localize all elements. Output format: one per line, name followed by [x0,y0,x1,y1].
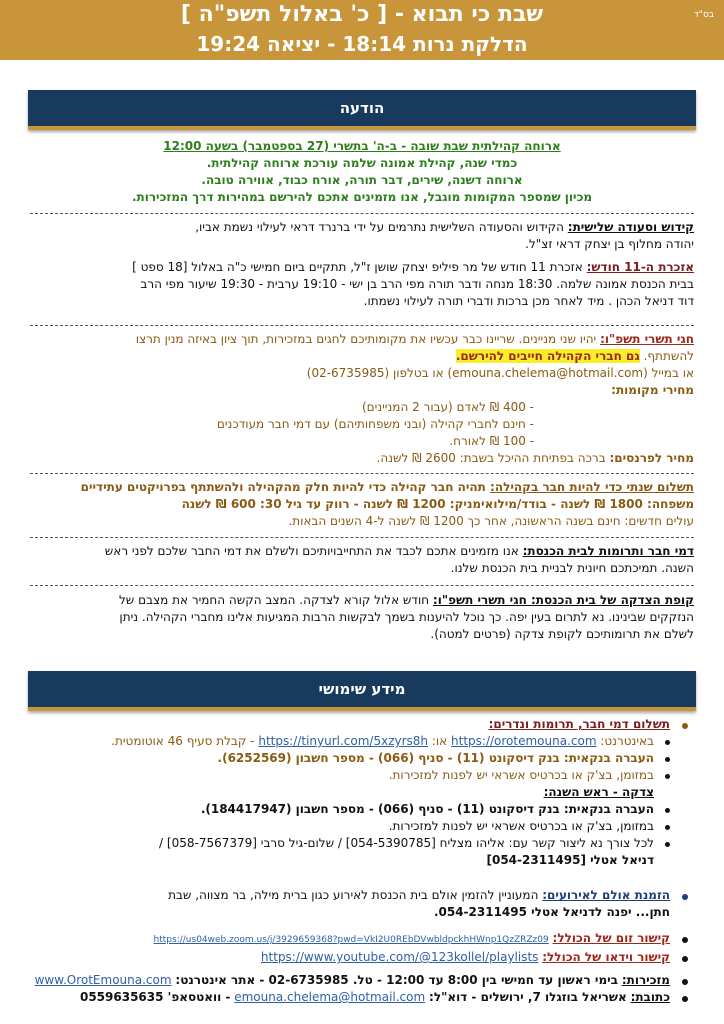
zoom-link[interactable]: https://us04web.zoom.us/j/3929659368?pwd=VkI2U0REbDVwbldpckhHWnp1QzZRZz09 [153,935,549,945]
list-item [30,930,694,949]
address-text: אשריאל בוזגלו 7, ירושלים - דוא"ל: [429,990,627,1004]
kiddush-label: קידוש וסעודה שלישית: [567,220,694,234]
membership-new-immigrants: עולים חדשים: חינם בשנה הראשונה, אחר כך 1200 ₪ לשנה ל-4 השנים הבאות. [288,514,694,528]
membership-title: תשלום שנתי כדי להיות חבר בקהילה: [490,480,694,494]
list-item [30,767,694,784]
internet-rest: - קבלת סעיף 46 אוטומטית. [111,734,255,748]
website-link[interactable]: www.OrotEmouna.com [34,973,172,987]
office-text: בימי ראשון עד חמישי בין 8:00 עד 12:00 - טל. 02-6735985 - אתר אינטרנט: [175,973,618,987]
or-label: או: [431,734,448,748]
dues-text: אנו מזמינים אתכם לכבד את התחייבויותיכם ולשלם את דמי החבר שלכם לפני ראש [104,544,519,558]
list-item [30,801,694,818]
candle-times: הדלקת נרות 18:14 - יציאה 19:24 [196,32,528,56]
contact-section [30,972,694,1006]
payments-section [30,716,694,869]
memorial-line-3: דוד דניאל הכהן . מיד לאחר מכן ברכות ודברי תורה לעילוי נשמתו. [363,294,694,308]
seat-price-2: - חינם לחברי קהילה (ובני משפחותיהם) עם דמי חבר מעודכנים [216,417,534,431]
youtube-link[interactable]: https://www.youtube.com/@123kollel/playlists [260,950,539,964]
memorial-label: אזכרת ה-11 חודש: [586,260,694,274]
dues-label: דמי חבר ותרומות לבית הכנסת: [522,544,694,558]
charity-text: חודש אלול קורא לצדקה. המצב הקשה החמיר את מצבם של [118,593,430,607]
office-label: מזכירות: [621,973,670,987]
list-item [30,750,694,767]
charity-line-2: הנזקקים שבינינו. נא לתרום בעין יפה. כך נוכל להיענות בשמך לבקשות הרבות המגיעות אלינו מחברי הקהילה. ניתן [119,610,694,624]
holidays-section [30,331,694,467]
charity-label: קופת הצדקה של בית הכנסת: חגי תשרי תשפ"ו: [432,593,694,607]
list-item [30,835,694,852]
list-item [30,904,694,921]
bank-transfer: העברה בנקאית: בנק דיסקונט (11) - סניף (066) - מספר חשבון (6252569). [217,751,654,765]
payments-title: תשלום דמי חבר, תרומות ונדרים: [488,717,670,731]
sponsors-label: מחיר לפרנסים: [609,451,694,465]
list-item [30,852,694,869]
divider [30,325,694,326]
membership-title-rest: תהיה חבר קהילה כדי להיות חלק מהקהילה ולהשתתף בפרויקטים עתידיים [80,480,486,494]
tzedaka-title: צדקה - ראש השנה: [543,785,654,799]
divider [30,213,694,214]
notice-banner: הודעה [28,90,696,130]
bsd-mark: בס"ד [693,10,714,20]
address-label: כתובת: [630,990,670,1004]
meal-title: ארוחה קהילתית שבת שובה - ב-ה' בתשרי (27 בספטמבר) בשעה 12:00 [163,139,561,153]
holidays-text: יהיו שני מניינים. שריינו כבר עכשיו את מקומותיכם לחגים במזכירות, תוך ציון באיזה מנין תרצו [135,332,597,346]
meal-line-3: ארוחה דשנה, שירים, דבר תורה, אורח כבוד, אווירה טובה. [201,173,523,187]
list-item [30,949,694,966]
tzedaka-bank: העברה בנקאית: בנק דיסקונט (11) - סניף (066) - מספר חשבון (184417947). [200,802,654,816]
divider [30,585,694,586]
community-meal-section [30,138,694,206]
hall-text: המעוניין להזמין אולם בית הכנסת לאירוע כגון ברית מילה, בר מצווה, שבת [168,888,539,902]
charity-section [30,592,694,643]
must-register-highlight: גם חברי הקהילה חייבים להירשם. [455,349,640,363]
list-item [30,818,694,835]
seat-price-1: - 400 ₪ לאדם (עבור 2 המניינים) [361,400,534,414]
dues-section [30,543,694,577]
hall-line-2: חתן... יפנה לדניאל אטלי 054-2311495. [433,905,670,919]
list-item [30,784,694,801]
membership-family: משפחה: 1800 ₪ לשנה - בודד/מילואימניק: 1200 ₪ לשנה - רווק עד גיל 30: 600 ₪ לשנה [181,497,694,511]
list-item [30,989,694,1006]
dues-line-2: השנה. תמיכתכם חיונית לבניית בית הכנסת שלנו. [450,561,694,575]
shabbat-title: שבת כי תבוא - [ כ' באלול תשפ"ה ] [180,2,544,27]
tzedaka-cash: במזומן, בצ'ק או בכרטיס אשראי יש לפנות למזכירות. [388,819,654,833]
list-item [30,972,694,989]
list-item [30,887,694,904]
seat-price-3: - 100 ₪ לאורח. [449,434,534,448]
memorial-line-2: בבית הכנסת אמונה שלמה. 18:30 מנחה ודבר תורה מפי הרב בן ישי - 19:10 ערבית - 19:30 שיעור מפי הרב [140,277,694,291]
meal-line-4: מכיון שמספר המקומות מוגבל, אנו מזמינים אתכם להירשם במהירות דרך המזכירות. [131,190,593,204]
memorial-section [30,259,694,310]
links-section [30,930,694,966]
contact-line: לכל צורך נא ליצור קשר עם: אליהו מצליח [054-5390785] / שלום-גיל סרבי [058-7567379] / [159,836,654,850]
sponsors-text: ברכה בפתיחת ההיכל בשבת: 2600 ₪ לשנה. [376,451,606,465]
contact-line-2: דניאל אטלי [054-2311495] [486,853,654,867]
charity-line-3: לשלם את תרומותיכם לקופת צדקה (פרטים למטה). [430,627,694,641]
kiddush-line-2: יהודה מחלוף בן יצחק דראי זצ"ל. [525,237,694,251]
internet-label: באינטרנט: [600,734,654,748]
list-item [30,716,694,733]
cash-payment: במזומן, בצ'ק או בכרטיס אשראי יש לפנות למזכירות. [388,768,654,782]
hall-section [30,887,694,921]
orotemouna-link[interactable]: https://orotemouna.com [451,734,597,748]
list-item [30,733,694,750]
membership-section [30,479,694,530]
divider [30,473,694,474]
kiddush-section [30,219,694,253]
meal-line-2: כמדי שנה, קהילת אמונה שלמה עורכת ארוחה קהילתית. [206,156,518,170]
youtube-label: קישור וידאו של הכולל: [542,950,670,964]
hall-label: הזמנת אולם לאירועים: [542,888,670,902]
tinyurl-link[interactable]: https://tinyurl.com/5xzyrs8h [258,734,429,748]
whatsapp-text: - וואטסאפ' 0559635635 [79,990,231,1004]
holidays-label: חגי תשרי תשפ"ו: [600,332,694,346]
holidays-line-2: להשתתף. [639,349,694,363]
holidays-contact: או במייל (emouna.chelema@hotmail.com) או בטלפון (02-6735985) [306,366,694,380]
header-bar [0,0,724,60]
zoom-label: קישור זום של הכולל: [552,931,670,945]
seat-prices-label: מחירי מקומות: [611,383,694,397]
divider [30,537,694,538]
info-banner: מידע שימושי [28,671,696,711]
email-link[interactable]: emouna.chelema@hotmail.com [234,990,426,1004]
kiddush-text: הקידוש והסעודה השלישית נתרמים על ידי ברנרד דראי לעילוי נשמת אביו, [195,220,564,234]
memorial-text: אזכרת 11 חודש של מר פיליפ יצחק שושן ז"ל, תתקיים ביום חמישי כ"ה באלול [18 ספט ] [132,260,583,274]
